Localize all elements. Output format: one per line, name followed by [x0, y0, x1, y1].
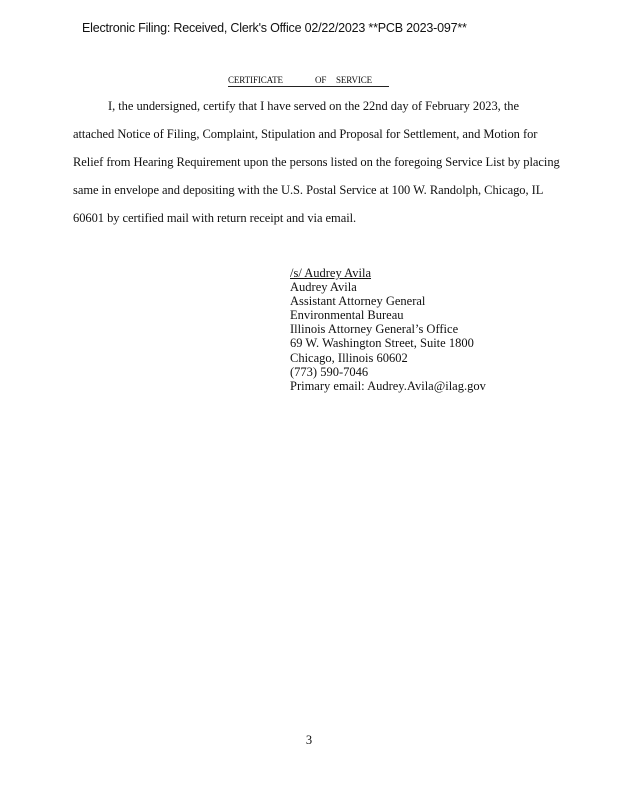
title-word-service: SERVICE — [336, 75, 373, 85]
page-number: 3 — [305, 733, 313, 747]
office-city-zip: Chicago, Illinois 60602 — [290, 350, 408, 365]
filing-stamp-header: Electronic Filing: Received, Clerk's Office 02/22/2023 **PCB 2023-097** — [82, 21, 467, 35]
office-street-address: 69 W. Washington Street, Suite 1800 — [290, 336, 474, 351]
signer-bureau: Environmental Bureau — [290, 308, 404, 323]
title-word-certificate: CERTIFICATE — [228, 75, 283, 85]
title-word-of: OF — [315, 75, 327, 85]
certificate-body-line-3: Relief from Hearing Requirement upon the persons listed on the foregoing Service List by placing — [73, 155, 560, 169]
primary-email: Primary email: Audrey.Avila@ilag.gov — [290, 378, 486, 393]
certificate-body-line-5: 60601 by certified mail with return receipt and via email. — [73, 211, 357, 225]
signature-block — [290, 266, 486, 393]
certificate-body-line-4: same in envelope and depositing with the U.S. Postal Service at 100 W. Randolph, Chicago, IL — [73, 183, 544, 197]
certificate-body-line-2: attached Notice of Filing, Complaint, Stipulation and Proposal for Settlement, and Motion for — [73, 127, 538, 141]
certificate-title — [228, 74, 389, 87]
electronic-signature: /s/ Audrey Avila — [290, 266, 372, 280]
signer-office: Illinois Attorney General’s Office — [290, 322, 459, 337]
certificate-body-line-1: I, the undersigned, certify that I have served on the 22nd day of February 2023, the — [108, 99, 519, 113]
signer-name: Audrey Avila — [290, 280, 357, 295]
office-phone: (773) 590-7046 — [290, 364, 369, 379]
signer-title: Assistant Attorney General — [290, 294, 426, 309]
